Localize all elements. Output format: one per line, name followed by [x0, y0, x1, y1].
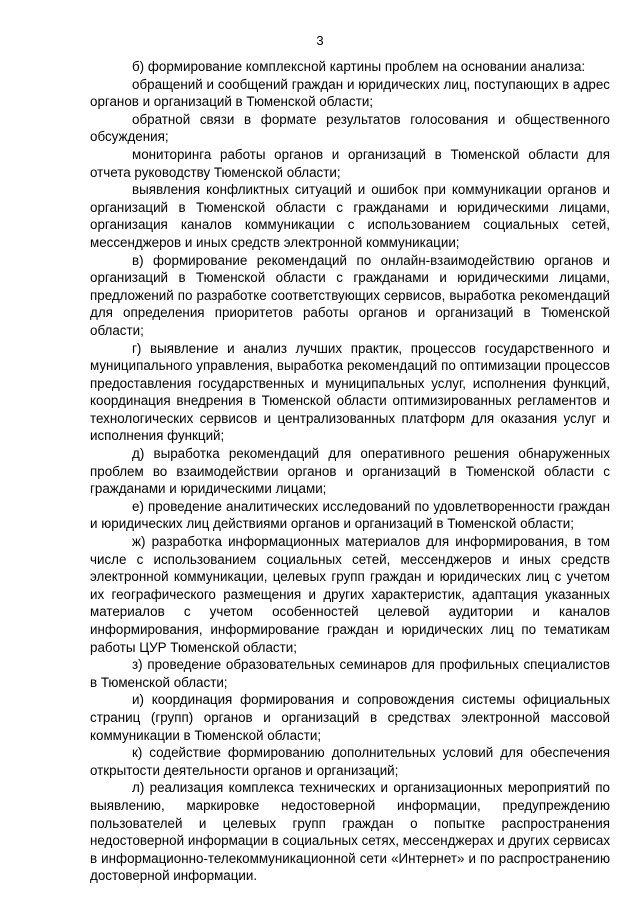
- paragraph-b-intro: б) формирование комплексной картины проблем на основании анализа:: [132, 59, 586, 74]
- paragraph-z: з) проведение образовательных семинаров для профильных специалистов в Тюменской области;: [90, 657, 610, 690]
- paragraph-e: е) проведение аналитических исследований по удовлетворенности граждан и юридических лиц действиями органов и организаций в Тюменской области;: [90, 498, 610, 532]
- paragraph-k: к) содействие формированию дополнительных условий для обеспечения открытости деятельности органов и организаций;: [90, 745, 610, 778]
- paragraph-b-appeals: обращений и сообщений граждан и юридических лиц, поступающих в адрес органов и организаций в Тюменской области;: [90, 76, 610, 110]
- paragraph-d: д) выработка рекомендаций для оперативного решения обнаруженных проблем во взаимодействии органов и организаций в Тюменской области с гражданами и юридическими лицами;: [90, 446, 610, 497]
- paragraph-i: и) координация формирования и сопровождения системы официальных страниц (групп) органов и организаций в средствах электронной массовой коммуникации в Тюменской области;: [90, 692, 610, 743]
- paragraph-zh: ж) разработка информационных материалов для информирования, в том числе с использованием социальных сетей, мессенджеров и иных средств электронной коммуникации, целевых групп граждан и юридических лиц с учетом их географического размещения и других характеристик, адаптация указанных материалов с учетом особенностей целевой аудитории и каналов информирования, информирование граждан и юридических лиц по тематикам работы ЦУР Тюменской области;: [90, 534, 610, 655]
- paragraph-b-monitoring: мониторинга работы органов и организаций в Тюменской области для отчета руководству Тюменской области;: [90, 146, 610, 180]
- paragraph-v: в) формирование рекомендаций по онлайн-взаимодействию органов и организаций в Тюменской области с гражданами и юридическими лицами, предложений по разработке соответствующих сервисов, выработка рекомендаций для определения приоритетов работы органов и организаций в Тюменской области;: [90, 252, 610, 338]
- document-body: [90, 58, 610, 885]
- page-number: 3: [316, 33, 324, 48]
- paragraph-b-conflicts: выявления конфликтных ситуаций и ошибок при коммуникации органов и организаций в Тюменской области с гражданами и юридическими лицами, организация каналов коммуникации с использованием социальных сетей, мессенджеров и иных средств электронной коммуникации;: [90, 182, 610, 250]
- paragraph-b-feedback: обратной связи в формате результатов голосования и общественного обсуждения;: [90, 111, 610, 145]
- paragraph-g: г) выявление и анализ лучших практик, процессов государственного и муниципального управления, выработка рекомендаций по оптимизации процессов предоставления государственных и муниципальных услуг, исполнения функций, координация внедрения в Тюменской области оптимизированных регламентов и технологических сервисов и централизованных платформ для оказания услуг и исполнения функций;: [90, 340, 610, 444]
- paragraph-l: л) реализация комплекса технических и организационных мероприятий по выявлению, маркировке недостоверной информации, предупреждению пользователей и целевых групп граждан о попытке распространения недостоверной информации в социальных сетях, мессенджерах и других сервисах в информационно-телекоммуникационной сети «Интернет» и по распространению достоверной информации.: [90, 780, 611, 884]
